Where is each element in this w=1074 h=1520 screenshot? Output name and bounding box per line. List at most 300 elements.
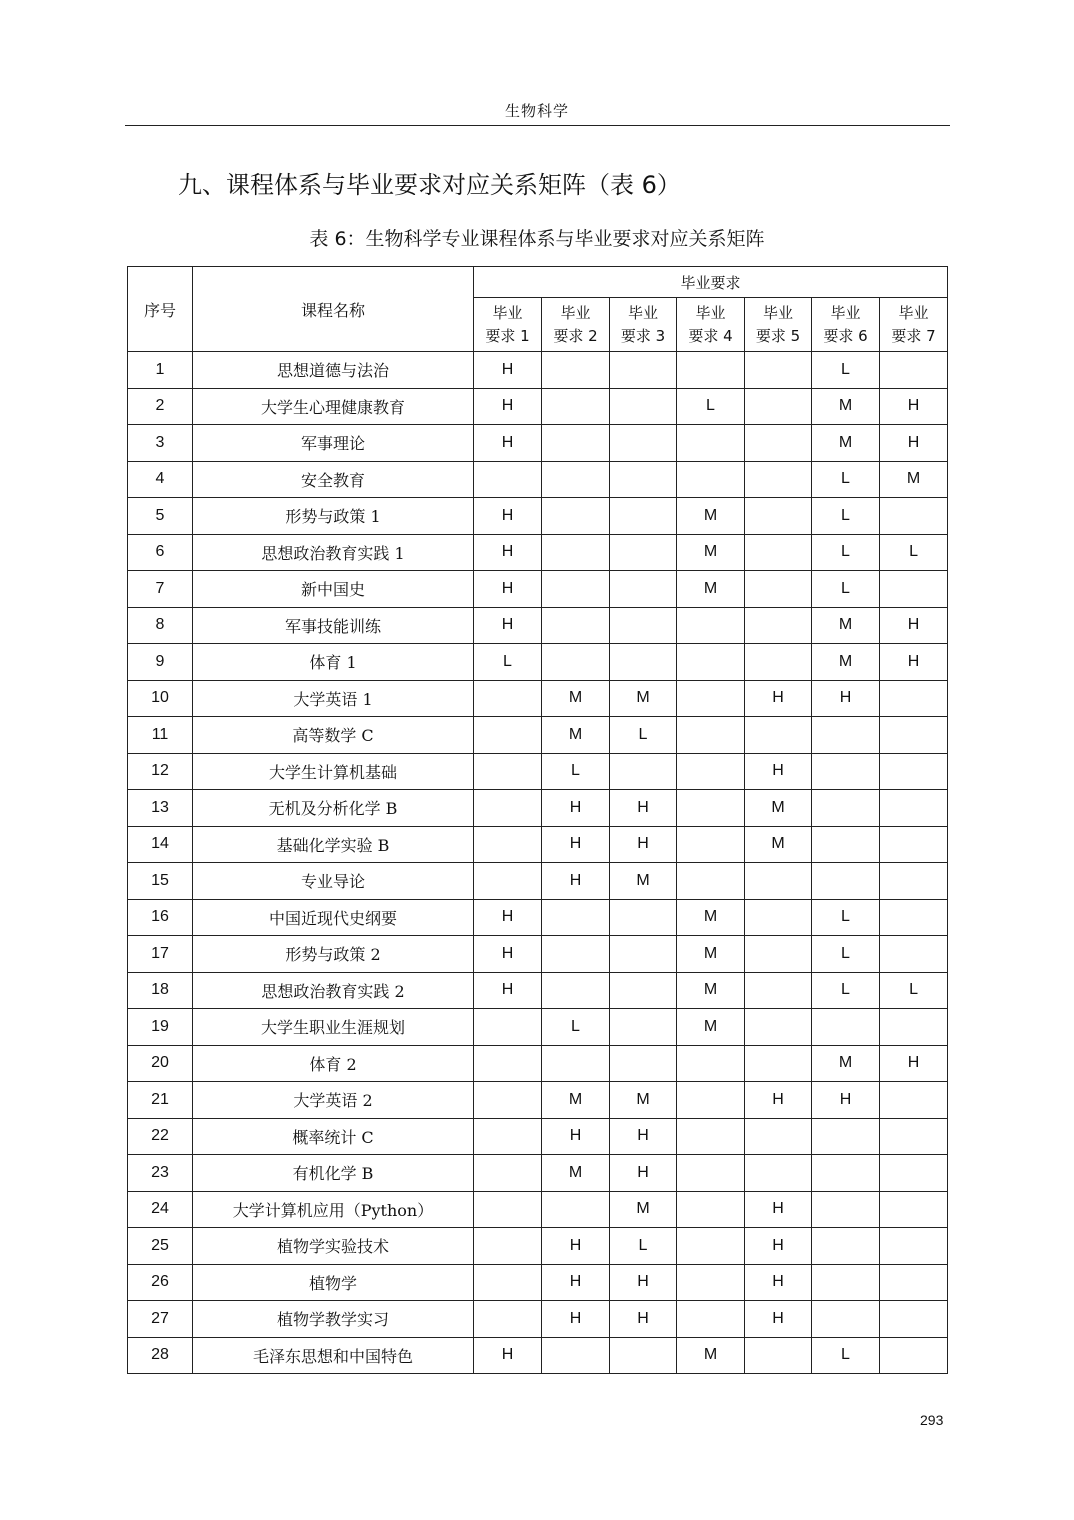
table-row	[128, 1191, 948, 1228]
requirement-level-cell: H	[474, 388, 542, 425]
requirement-level-cell	[677, 607, 745, 644]
requirement-level-cell	[677, 863, 745, 900]
requirement-level-cell	[610, 644, 677, 681]
requirement-header-line2: 要求 5	[755, 326, 801, 345]
requirement-level-cell	[812, 1301, 880, 1338]
requirement-level-cell	[610, 388, 677, 425]
requirement-level-cell	[745, 607, 812, 644]
column-header-requirement-6	[812, 298, 880, 352]
header-rule	[125, 125, 950, 126]
requirement-header-line2: 要求 6	[823, 326, 868, 345]
row-number-cell: 24	[128, 1191, 193, 1228]
requirement-level-cell: M	[812, 644, 880, 681]
requirement-level-cell: M	[745, 826, 812, 863]
requirement-level-cell	[610, 461, 677, 498]
requirement-level-cell	[610, 571, 677, 608]
requirement-level-cell	[812, 717, 880, 754]
requirement-level-cell	[745, 644, 812, 681]
requirement-level-cell: H	[474, 571, 542, 608]
requirement-level-cell	[610, 425, 677, 462]
requirement-level-cell	[677, 425, 745, 462]
course-name-cell: 高等数学 C	[193, 717, 474, 754]
requirement-level-cell	[610, 753, 677, 790]
requirement-level-cell: H	[745, 1082, 812, 1119]
row-number-cell: 22	[128, 1118, 193, 1155]
requirement-level-cell: M	[677, 972, 745, 1009]
row-number-cell: 9	[128, 644, 193, 681]
requirement-level-cell	[542, 936, 610, 973]
column-group-header-requirements: 毕业要求	[474, 267, 948, 298]
requirement-level-cell	[677, 1264, 745, 1301]
requirement-level-cell	[677, 1082, 745, 1119]
requirement-level-cell: L	[812, 1337, 880, 1374]
column-header-requirement-3	[610, 298, 677, 352]
requirement-level-cell	[610, 534, 677, 571]
requirement-level-cell	[677, 790, 745, 827]
requirement-level-cell: H	[880, 1045, 948, 1082]
requirement-level-cell	[542, 571, 610, 608]
requirement-level-cell: H	[474, 425, 542, 462]
requirement-level-cell	[812, 826, 880, 863]
requirement-level-cell: H	[474, 352, 542, 389]
row-number-cell: 10	[128, 680, 193, 717]
requirement-level-cell	[880, 1082, 948, 1119]
course-name-cell: 思想政治教育实践 1	[193, 534, 474, 571]
requirement-level-cell: H	[542, 1264, 610, 1301]
table-row	[128, 1009, 948, 1046]
requirement-level-cell: L	[812, 461, 880, 498]
requirement-level-cell: M	[610, 1191, 677, 1228]
requirement-level-cell	[880, 717, 948, 754]
requirement-header-line2: 要求 2	[553, 326, 598, 345]
table-row	[128, 1301, 948, 1338]
requirement-level-cell: H	[880, 388, 948, 425]
row-number-cell: 21	[128, 1082, 193, 1119]
row-number-cell: 8	[128, 607, 193, 644]
course-name-cell: 植物学	[193, 1264, 474, 1301]
requirement-level-cell	[474, 1191, 542, 1228]
course-name-cell: 大学英语 2	[193, 1082, 474, 1119]
course-name-cell: 大学生计算机基础	[193, 753, 474, 790]
requirement-level-cell: M	[677, 571, 745, 608]
table-row	[128, 534, 948, 571]
requirement-level-cell	[474, 863, 542, 900]
table-row	[128, 1118, 948, 1155]
row-number-cell: 23	[128, 1155, 193, 1192]
requirement-level-cell	[812, 1155, 880, 1192]
row-number-cell: 11	[128, 717, 193, 754]
requirement-level-cell	[745, 425, 812, 462]
requirement-level-cell: M	[677, 1337, 745, 1374]
requirement-level-cell	[880, 571, 948, 608]
course-name-cell: 安全教育	[193, 461, 474, 498]
requirement-level-cell: H	[474, 498, 542, 535]
course-name-cell: 思想道德与法治	[193, 352, 474, 389]
requirement-level-cell	[677, 644, 745, 681]
requirement-level-cell: H	[610, 790, 677, 827]
requirement-level-cell	[880, 1337, 948, 1374]
requirement-level-cell: H	[745, 753, 812, 790]
requirement-level-cell: M	[610, 863, 677, 900]
requirement-level-cell: M	[677, 534, 745, 571]
course-name-cell: 概率统计 C	[193, 1118, 474, 1155]
course-name-cell: 有机化学 B	[193, 1155, 474, 1192]
course-name-cell: 无机及分析化学 B	[193, 790, 474, 827]
row-number-cell: 25	[128, 1228, 193, 1265]
requirement-level-cell: H	[745, 1264, 812, 1301]
column-header-requirement-1	[474, 298, 542, 352]
requirement-level-cell: M	[880, 461, 948, 498]
table-row	[128, 1337, 948, 1374]
row-number-cell: 28	[128, 1337, 193, 1374]
requirement-level-cell: H	[610, 1118, 677, 1155]
requirement-level-cell	[745, 899, 812, 936]
requirement-level-cell	[542, 352, 610, 389]
requirement-level-cell	[880, 680, 948, 717]
course-name-cell: 大学生心理健康教育	[193, 388, 474, 425]
course-name-cell: 基础化学实验 B	[193, 826, 474, 863]
table-row	[128, 1264, 948, 1301]
requirement-level-cell	[745, 571, 812, 608]
requirement-level-cell	[677, 753, 745, 790]
requirement-level-cell: H	[474, 972, 542, 1009]
requirement-header-line1: 毕业	[627, 303, 658, 322]
requirement-level-cell	[542, 1337, 610, 1374]
requirement-level-cell	[610, 498, 677, 535]
requirement-level-cell	[474, 461, 542, 498]
requirement-level-cell	[880, 826, 948, 863]
requirement-level-cell: H	[610, 826, 677, 863]
column-header-requirement-7	[880, 298, 948, 352]
requirement-level-cell	[610, 352, 677, 389]
requirement-level-cell	[880, 352, 948, 389]
requirement-level-cell: H	[610, 1301, 677, 1338]
requirement-level-cell	[474, 790, 542, 827]
column-header-requirement-4	[677, 298, 745, 352]
requirement-level-cell: M	[812, 607, 880, 644]
requirement-level-cell: H	[880, 607, 948, 644]
requirement-level-cell	[542, 1191, 610, 1228]
requirement-level-cell	[745, 863, 812, 900]
requirement-level-cell: M	[610, 1082, 677, 1119]
requirement-level-cell	[474, 1009, 542, 1046]
requirement-level-cell: M	[542, 1082, 610, 1119]
requirement-level-cell: L	[812, 534, 880, 571]
requirement-level-cell: L	[812, 571, 880, 608]
requirement-level-cell	[610, 936, 677, 973]
page-number: 293	[920, 1412, 944, 1428]
requirement-header-line2: 要求 7	[891, 326, 936, 345]
requirement-header-line2: 要求 3	[620, 326, 666, 345]
requirement-level-cell	[677, 717, 745, 754]
row-number-cell: 4	[128, 461, 193, 498]
requirement-level-cell	[542, 972, 610, 1009]
row-number-cell: 5	[128, 498, 193, 535]
requirement-level-cell	[677, 461, 745, 498]
requirement-level-cell	[677, 1045, 745, 1082]
course-name-cell: 植物学教学实习	[193, 1301, 474, 1338]
course-name-cell: 中国近现代史纲要	[193, 899, 474, 936]
requirement-level-cell	[812, 1264, 880, 1301]
table-row	[128, 1155, 948, 1192]
requirement-header-line1: 毕业	[560, 303, 591, 322]
requirement-level-cell: L	[812, 936, 880, 973]
requirement-level-cell	[677, 1118, 745, 1155]
requirement-level-cell: H	[812, 1082, 880, 1119]
row-number-cell: 3	[128, 425, 193, 462]
requirement-level-cell	[812, 1118, 880, 1155]
course-name-cell: 思想政治教育实践 2	[193, 972, 474, 1009]
requirement-level-cell	[677, 1191, 745, 1228]
table-row	[128, 352, 948, 389]
course-name-cell: 大学计算机应用（Python）	[193, 1191, 474, 1228]
requirement-level-cell	[542, 607, 610, 644]
requirement-level-cell	[745, 461, 812, 498]
requirement-level-cell	[812, 753, 880, 790]
requirement-level-cell: L	[474, 644, 542, 681]
table-caption: 表 6：生物科学专业课程体系与毕业要求对应关系矩阵	[309, 228, 765, 250]
table-row	[128, 498, 948, 535]
requirement-level-cell: M	[610, 680, 677, 717]
requirement-level-cell	[542, 498, 610, 535]
requirement-level-cell: H	[542, 790, 610, 827]
row-number-cell: 18	[128, 972, 193, 1009]
course-name-cell: 形势与政策 2	[193, 936, 474, 973]
requirement-level-cell	[880, 936, 948, 973]
requirement-level-cell	[880, 1191, 948, 1228]
requirement-level-cell: H	[745, 1301, 812, 1338]
table-row	[128, 571, 948, 608]
requirement-level-cell: L	[812, 498, 880, 535]
row-number-cell: 20	[128, 1045, 193, 1082]
requirement-level-cell	[474, 1301, 542, 1338]
requirement-level-cell	[474, 1155, 542, 1192]
table-row	[128, 1082, 948, 1119]
requirement-level-cell	[745, 352, 812, 389]
table-row	[128, 863, 948, 900]
row-number-cell: 16	[128, 899, 193, 936]
row-number-cell: 26	[128, 1264, 193, 1301]
course-name-cell: 体育 1	[193, 644, 474, 681]
requirement-level-cell	[745, 1155, 812, 1192]
requirement-level-cell: H	[880, 644, 948, 681]
requirement-level-cell: L	[610, 1228, 677, 1265]
requirement-level-cell: H	[474, 534, 542, 571]
requirement-level-cell	[677, 352, 745, 389]
requirement-level-cell	[880, 863, 948, 900]
column-header-seq: 序号	[128, 267, 193, 352]
requirement-header-line1: 毕业	[492, 303, 523, 322]
requirement-level-cell	[677, 1228, 745, 1265]
running-header: 生物科学	[504, 102, 569, 120]
table-row	[128, 607, 948, 644]
row-number-cell: 13	[128, 790, 193, 827]
requirement-level-cell: M	[812, 388, 880, 425]
requirement-level-cell	[610, 899, 677, 936]
requirement-header-line1: 毕业	[762, 303, 793, 322]
requirement-level-cell	[812, 1191, 880, 1228]
requirement-level-cell	[880, 790, 948, 827]
requirement-level-cell: M	[677, 1009, 745, 1046]
requirement-level-cell: H	[745, 1228, 812, 1265]
requirement-level-cell: L	[542, 1009, 610, 1046]
requirement-level-cell	[880, 1118, 948, 1155]
requirement-level-cell: L	[880, 534, 948, 571]
requirement-level-cell	[880, 1301, 948, 1338]
requirement-level-cell	[610, 1045, 677, 1082]
requirement-level-cell: H	[880, 425, 948, 462]
requirement-level-cell	[474, 826, 542, 863]
requirement-level-cell	[542, 388, 610, 425]
requirement-level-cell	[745, 1009, 812, 1046]
table-row	[128, 753, 948, 790]
requirement-level-cell: H	[474, 936, 542, 973]
requirement-level-cell	[610, 1009, 677, 1046]
requirement-level-cell: M	[542, 1155, 610, 1192]
requirement-level-cell	[677, 680, 745, 717]
course-name-cell: 军事理论	[193, 425, 474, 462]
requirement-level-cell	[812, 1228, 880, 1265]
course-name-cell: 体育 2	[193, 1045, 474, 1082]
requirement-header-line1: 毕业	[898, 303, 929, 322]
table-row	[128, 717, 948, 754]
requirement-level-cell: L	[610, 717, 677, 754]
requirement-level-cell	[812, 790, 880, 827]
column-header-course-name: 课程名称	[193, 267, 474, 352]
requirement-level-cell: L	[812, 899, 880, 936]
requirement-level-cell	[745, 936, 812, 973]
requirement-level-cell	[474, 717, 542, 754]
requirement-level-cell	[880, 1264, 948, 1301]
requirement-level-cell	[610, 607, 677, 644]
requirement-level-cell	[745, 388, 812, 425]
requirement-level-cell	[542, 644, 610, 681]
requirement-level-cell: H	[610, 1155, 677, 1192]
requirement-level-cell: H	[474, 607, 542, 644]
column-header-requirement-5	[745, 298, 812, 352]
course-name-cell: 大学生职业生涯规划	[193, 1009, 474, 1046]
row-number-cell: 15	[128, 863, 193, 900]
requirement-level-cell: H	[542, 1118, 610, 1155]
requirement-level-cell: H	[542, 826, 610, 863]
course-name-cell: 新中国史	[193, 571, 474, 608]
requirement-header-line1: 毕业	[695, 303, 726, 322]
requirement-level-cell	[745, 498, 812, 535]
requirement-level-cell	[542, 899, 610, 936]
requirement-level-cell	[677, 1155, 745, 1192]
table-row	[128, 899, 948, 936]
requirement-level-cell	[745, 717, 812, 754]
row-number-cell: 2	[128, 388, 193, 425]
row-number-cell: 19	[128, 1009, 193, 1046]
requirement-level-cell	[880, 753, 948, 790]
requirement-level-cell	[474, 753, 542, 790]
requirement-level-cell: M	[812, 425, 880, 462]
requirement-level-cell	[474, 1118, 542, 1155]
requirement-level-cell	[474, 1228, 542, 1265]
requirement-level-cell	[812, 863, 880, 900]
table-row	[128, 1228, 948, 1265]
table-row	[128, 644, 948, 681]
row-number-cell: 7	[128, 571, 193, 608]
course-name-cell: 大学英语 1	[193, 680, 474, 717]
requirement-level-cell: H	[474, 899, 542, 936]
requirement-level-cell	[610, 1337, 677, 1374]
requirement-level-cell	[745, 1337, 812, 1374]
requirement-level-cell: M	[542, 680, 610, 717]
requirement-level-cell: L	[812, 352, 880, 389]
row-number-cell: 17	[128, 936, 193, 973]
requirement-header-line1: 毕业	[830, 303, 861, 322]
row-number-cell: 27	[128, 1301, 193, 1338]
table-row	[128, 680, 948, 717]
row-number-cell: 6	[128, 534, 193, 571]
requirement-level-cell: H	[745, 1191, 812, 1228]
table-row	[128, 936, 948, 973]
table-row	[128, 425, 948, 462]
requirement-level-cell: M	[745, 790, 812, 827]
requirement-level-cell	[880, 1228, 948, 1265]
table-row	[128, 972, 948, 1009]
requirement-level-cell	[610, 972, 677, 1009]
requirement-level-cell	[745, 534, 812, 571]
requirement-level-cell: L	[812, 972, 880, 1009]
requirement-level-cell	[880, 498, 948, 535]
requirement-level-cell	[677, 826, 745, 863]
requirement-level-cell: M	[677, 498, 745, 535]
requirement-level-cell	[542, 1045, 610, 1082]
table-row	[128, 826, 948, 863]
requirement-level-cell: M	[542, 717, 610, 754]
requirement-header-line2: 要求 1	[485, 326, 530, 345]
course-name-cell: 军事技能训练	[193, 607, 474, 644]
row-number-cell: 12	[128, 753, 193, 790]
requirements-matrix-table	[127, 266, 948, 1374]
column-header-requirement-2	[542, 298, 610, 352]
requirement-level-cell	[812, 1009, 880, 1046]
requirement-level-cell	[880, 1009, 948, 1046]
requirement-level-cell	[542, 461, 610, 498]
section-title: 九、课程体系与毕业要求对应关系矩阵（表 6）	[178, 171, 681, 199]
requirement-level-cell	[745, 1045, 812, 1082]
row-number-cell: 14	[128, 826, 193, 863]
requirement-header-line2: 要求 4	[688, 326, 733, 345]
requirement-level-cell	[745, 1118, 812, 1155]
requirement-level-cell: M	[677, 936, 745, 973]
requirement-level-cell	[542, 425, 610, 462]
requirement-level-cell	[474, 1045, 542, 1082]
course-name-cell: 形势与政策 1	[193, 498, 474, 535]
requirement-level-cell	[474, 680, 542, 717]
requirement-level-cell: M	[677, 899, 745, 936]
requirement-level-cell: H	[610, 1264, 677, 1301]
requirement-level-cell	[474, 1264, 542, 1301]
requirement-level-cell: L	[677, 388, 745, 425]
requirement-level-cell	[745, 972, 812, 1009]
requirement-level-cell: H	[474, 1337, 542, 1374]
course-name-cell: 专业导论	[193, 863, 474, 900]
requirement-level-cell	[880, 1155, 948, 1192]
row-number-cell: 1	[128, 352, 193, 389]
requirement-level-cell	[677, 1301, 745, 1338]
table-row	[128, 790, 948, 827]
course-name-cell: 毛泽东思想和中国特色	[193, 1337, 474, 1374]
course-name-cell: 植物学实验技术	[193, 1228, 474, 1265]
requirement-level-cell: H	[812, 680, 880, 717]
table-row	[128, 1045, 948, 1082]
requirement-level-cell: H	[745, 680, 812, 717]
requirement-level-cell: L	[880, 972, 948, 1009]
